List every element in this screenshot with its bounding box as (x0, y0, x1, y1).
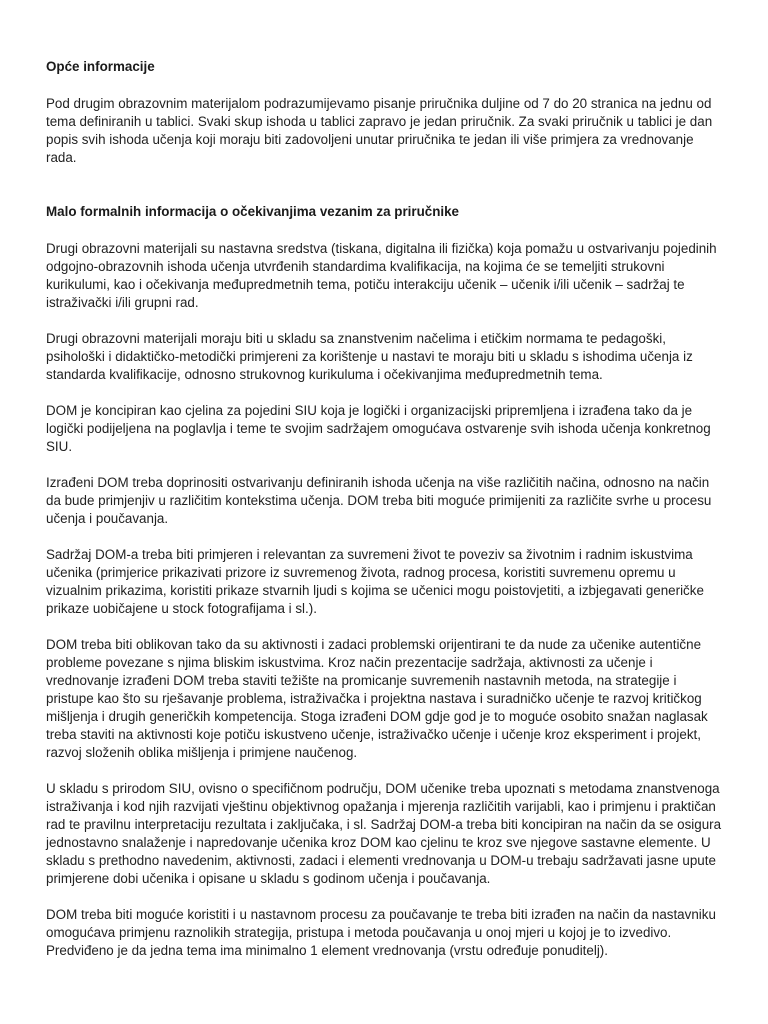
paragraph: Pod drugim obrazovnim materijalom podrazumijevamo pisanje priručnika duljine od 7 do 20 stranica na jednu od tema definiranih u tablici. Svaki skup ishoda u tablici zapravo je jedan priručnik. Za svaki priručnik u tablici je dan popis svih ishoda učenja koji moraju biti zadovoljeni unutar priručnika te jedan ili više primjera za vrednovanje rada. (46, 96, 713, 165)
section-heading-general-info: Opće informacije (46, 59, 155, 74)
paragraph: Drugi obrazovni materijali moraju biti u skladu sa znanstvenim načelima i etičkim normama te pedagoški, psihološki i didaktičko-metodički primjereni za korištenje u nastavi te moraju biti u skladu s ishodima učenja iz standarda kvalifikacije, odnosno strukovnog kurikuluma i očekivanjima međupredmetnih tema. (46, 331, 693, 382)
paragraph: Izrađeni DOM treba doprinositi ostvarivanju definiranih ishoda učenja na više različitih načina, odnosno na način da bude primjenjiv u različitim kontekstima učenja. DOM treba biti moguće primijeniti za različite svrhe u procesu učenja i poučavanja. (46, 475, 712, 526)
paragraph: Drugi obrazovni materijali su nastavna sredstva (tiskana, digitalna ili fizička) koja pomažu u ostvarivanju pojedinih odgojno-obrazovnih ishoda učenja utvrđenih standardima kvalifikacija, na kojima će se temeljiti strukovni kurikulumi, kao i očekivanja međupredmetnih tema, potiču interakciju učenik – učenik i/ili učenik – sadržaj te istraživački i/ili grupni rad. (46, 241, 717, 310)
document-page (46, 58, 726, 960)
paragraph: DOM treba biti moguće koristiti i u nastavnom procesu za poučavanje te treba biti izrađen na način da nastavniku omogućava primjenu raznolikih strategija, pristupa i metoda poučavanja u onoj mjeri u kojoj je to izvedivo. Predviđeno je da jedna tema ima minimalno 1 element vrednovanja (vrstu određuje ponuditelj). (46, 907, 716, 958)
section-heading-formal-info: Malo formalnih informacija o očekivanjima vezanim za priručnike (46, 204, 460, 219)
paragraph: U skladu s prirodom SIU, ovisno o specifičnom području, DOM učenike treba upoznati s metodama znanstvenoga istraživanja i kod njih razvijati vještinu objektivnog opažanja i mjerenja različitih varijabli, kao i primjenu i praktičan rad te pravilnu interpretaciju rezultata i zaključaka, i sl. Sadržaj DOM-a treba biti koncipiran na način da se osigura jednostavno snalaženje i napredovanje učenika kroz DOM kao cjelinu te kroz sve njegove sastavne elemente. U skladu s prethodno navedenim, aktivnosti, zadaci i elementi vrednovanja u DOM-u trebaju sadržavati jasne upute primjerene dobi učenika i opisane u skladu s godinom učenja i poučavanja. (46, 781, 722, 886)
paragraph: DOM treba biti oblikovan tako da su aktivnosti i zadaci problemski orijentirani te da nude za učenike autentične probleme povezane s njima bliskim iskustvima. Kroz način prezentacije sadržaja, aktivnosti za učenje i vrednovanje izrađeni DOM treba staviti težište na promicanje suvremenih nastavnih metoda, na strategije i pristupe kao što su rješavanje problema, istraživačka i projektna nastava i suradničko učenje te razvoj kritičkog mišljenja i drugih generičkih kompetencija. Stoga izrađeni DOM gdje god je to moguće osobito snažan naglasak treba staviti na aktivnosti koje potiču iskustveno učenje, istraživačko učenje i učenje kroz eksperiment i projekt, razvoj složenih oblika mišljenja i primjene naučenog. (46, 637, 708, 760)
paragraph: DOM je koncipiran kao cjelina za pojedini SIU koja je logički i organizacijski pripremljena i izrađena tako da je logički podijeljena na poglavlja i teme te svojim sadržajem omogućava ostvarenje svih ishoda učenja konkretnog SIU. (46, 403, 711, 454)
paragraph: Sadržaj DOM-a treba biti primjeren i relevantan za suvremeni život te poveziv sa životnim i radnim iskustvima učenika (primjerice prikazivati prizore iz suvremenog života, radnog procesa, koristiti suvremenu opremu u vizualnim prikazima, koristiti prikaze stvarnih ljudi s kojima se učenici mogu poistovjetiti, a izbjegavati generičke prikaze uobičajene u stock fotografijama i sl.). (46, 547, 704, 616)
